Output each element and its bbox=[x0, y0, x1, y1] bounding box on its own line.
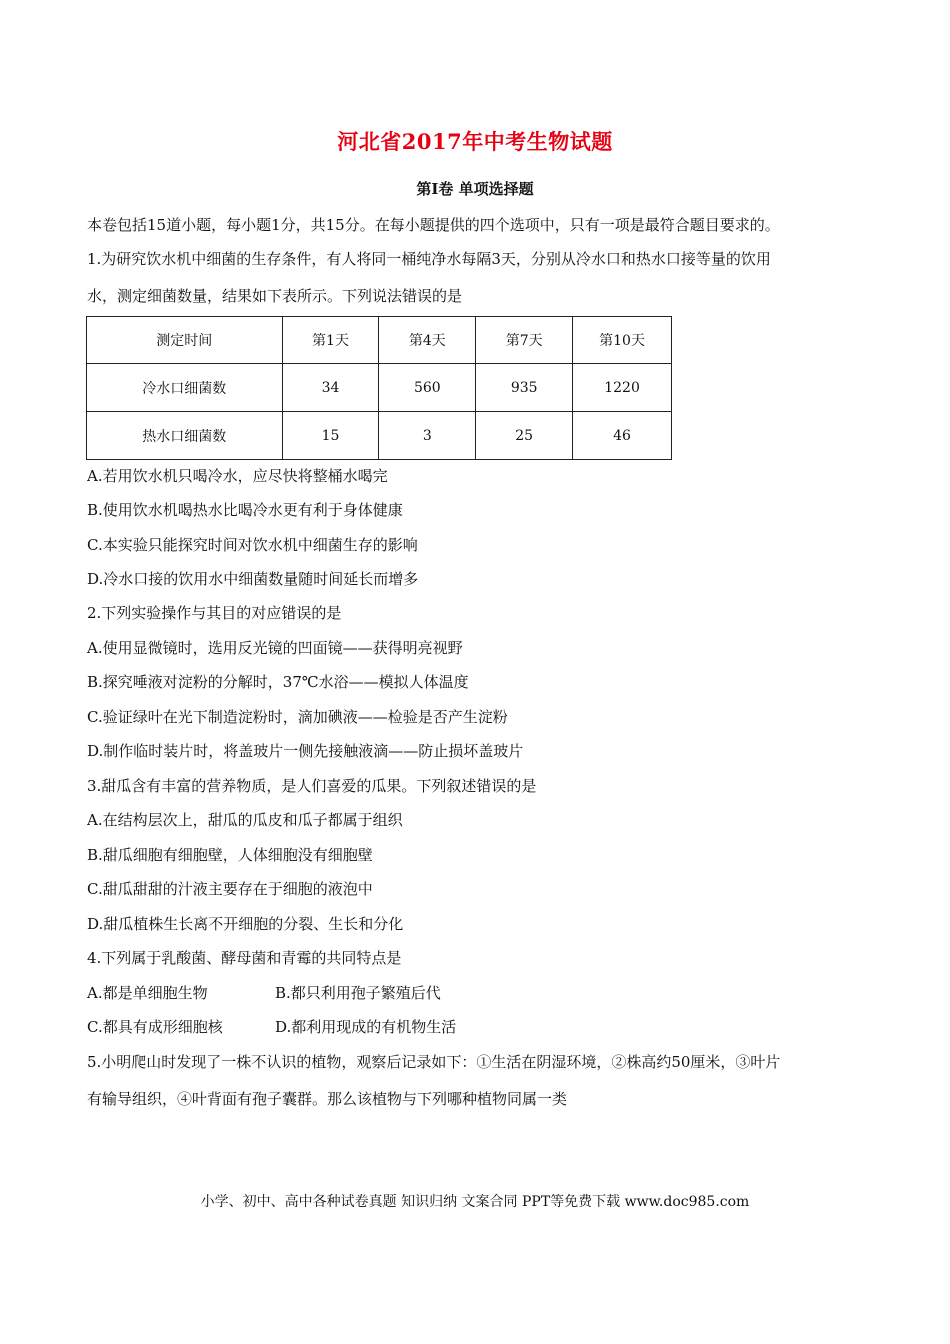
intro-text: 本卷包括15道小题，每小题1分，共15分。在每小题提供的四个选项中，只有一项是最符合题目要求的。 bbox=[87, 216, 780, 234]
table-header-cell: 测定时间 bbox=[87, 317, 283, 364]
q4-options-row-1 bbox=[87, 983, 441, 1003]
q3-stem: 3.甜瓜含有丰富的营养物质，是人们喜爱的瓜果。下列叙述错误的是 bbox=[87, 777, 537, 795]
q3-option-b: B.甜瓜细胞有细胞壁，人体细胞没有细胞壁 bbox=[87, 846, 373, 864]
table-header-cell: 第4天 bbox=[379, 317, 476, 364]
table-cell: 34 bbox=[282, 364, 379, 412]
q2-stem: 2.下列实验操作与其目的对应错误的是 bbox=[87, 604, 342, 622]
q4-option-d: D.都利用现成的有机物生活 bbox=[275, 1018, 457, 1036]
q1-stem-line1: 1.为研究饮水机中细菌的生存条件，有人将同一桶纯净水每隔3天，分别从冷水口和热水口接等量的饮用 bbox=[87, 250, 771, 268]
q3-option-a: A.在结构层次上，甜瓜的瓜皮和瓜子都属于组织 bbox=[87, 811, 403, 829]
q1-option-a: A.若用饮水机只喝冷水，应尽快将整桶水喝完 bbox=[87, 467, 388, 485]
q4-stem: 4.下列属于乳酸菌、酵母菌和青霉的共同特点是 bbox=[87, 949, 402, 967]
download-footer: 小学、初中、高中各种试卷真题 知识归纳 文案合同 PPT等免费下载 www.doc985.com bbox=[200, 1194, 750, 1210]
table-header-cell: 第10天 bbox=[573, 317, 672, 364]
table-row bbox=[87, 412, 672, 460]
page-title: 河北省2017年中考生物试题 bbox=[337, 129, 613, 154]
q1-option-b: B.使用饮水机喝热水比喝冷水更有利于身体健康 bbox=[87, 501, 403, 519]
q2-option-a: A.使用显微镜时，选用反光镜的凹面镜——获得明亮视野 bbox=[87, 639, 463, 657]
table-cell: 15 bbox=[282, 412, 379, 460]
q5-stem-line2: 有输导组织，④叶背面有孢子囊群。那么该植物与下列哪种植物同属一类 bbox=[87, 1090, 568, 1108]
table-cell: 560 bbox=[379, 364, 476, 412]
table-header-cell: 第1天 bbox=[282, 317, 379, 364]
table-cell: 冷水口细菌数 bbox=[87, 364, 283, 412]
q2-option-c: C.验证绿叶在光下制造淀粉时，滴加碘液——检验是否产生淀粉 bbox=[87, 708, 508, 726]
q5-stem-line1: 5.小明爬山时发现了一株不认识的植物，观察后记录如下：①生活在阴湿环境，②株高约50厘米，③叶片 bbox=[87, 1053, 781, 1071]
q4-option-a: A.都是单细胞生物 bbox=[87, 984, 208, 1002]
q3-option-d: D.甜瓜植株生长离不开细胞的分裂、生长和分化 bbox=[87, 915, 404, 933]
table-cell: 935 bbox=[476, 364, 573, 412]
bacteria-count-table bbox=[86, 316, 672, 460]
q2-option-d: D.制作临时装片时，将盖玻片一侧先接触液滴——防止损坏盖玻片 bbox=[87, 742, 524, 760]
table-row bbox=[87, 364, 672, 412]
table-cell: 1220 bbox=[573, 364, 672, 412]
q4-options-row-2 bbox=[87, 1017, 456, 1037]
table-header-row bbox=[87, 317, 672, 364]
table-header-cell: 第7天 bbox=[476, 317, 573, 364]
table-cell: 46 bbox=[573, 412, 672, 460]
table-cell: 3 bbox=[379, 412, 476, 460]
section-heading: 第Ⅰ卷 单项选择题 bbox=[416, 180, 534, 198]
q4-option-b: B.都只利用孢子繁殖后代 bbox=[275, 984, 441, 1002]
table-cell: 25 bbox=[476, 412, 573, 460]
q2-option-b: B.探究唾液对淀粉的分解时，37℃水浴——模拟人体温度 bbox=[87, 673, 469, 691]
q1-stem-line2: 水，测定细菌数量，结果如下表所示。下列说法错误的是 bbox=[87, 287, 463, 305]
q1-option-c: C.本实验只能探究时间对饮水机中细菌生存的影响 bbox=[87, 536, 418, 554]
q4-option-c: C.都具有成形细胞核 bbox=[87, 1018, 223, 1036]
q1-option-d: D.冷水口接的饮用水中细菌数量随时间延长而增多 bbox=[87, 570, 419, 588]
q3-option-c: C.甜瓜甜甜的汁液主要存在于细胞的液泡中 bbox=[87, 880, 373, 898]
table-cell: 热水口细菌数 bbox=[87, 412, 283, 460]
